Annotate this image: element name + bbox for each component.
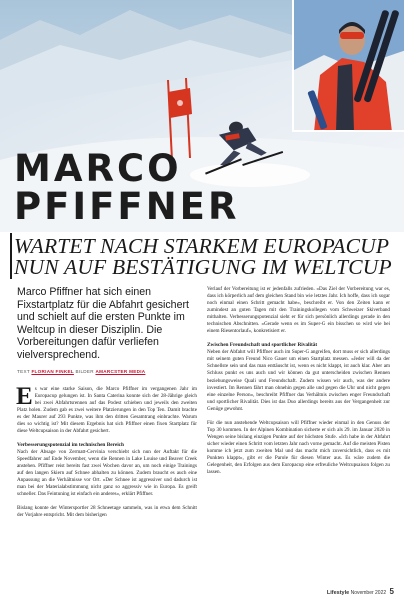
credits-text-label: TEXT <box>17 368 30 374</box>
lead-paragraph: Marco Pfiffner hat sich einen Fixstartplatz für die Abfahrt gesichert und schielt auf die ersten Punkte im Weltcup in dieser Disziplin. Die Vorbereitungen dafür verliefen vielversprechend. <box>17 286 189 361</box>
body-paragraph: Bislang konnte der Wintersportler 28 Schneetage sammeln, was in etwa dem Schnitt der Vorjahre entspricht. Mit dem bisherigen <box>17 505 197 519</box>
body-paragraph: Neben der Abfahrt will Pfiffner auch im Super-G angreifen, dort muss er sich allerdings mit seinem guten Freund Nico Gauer um einen Startplatz messen. «Jeder will da der Schnellste sein und das man enttäuscht ist, wenn es nicht klappt, ist auch klar. Aber am Schluss punkt es uns auch und wir können da gut unterscheiden zwischen Rennen beziehungsweise Quali und Freundschaft. Zudem wissen wir auch, was der andere investiert. Im Rennen fährt man ohnehin gegen alle und gegen die Uhr und nicht gegen eine einzelne Person», beschreibt Pfiffner das Verhältnis zwischen enger Freundschaft und sportlicher Rivalität. Dies ist das Duo allerdings bereits aus der Vergangenheit zur Genüge gewohnt. <box>207 349 390 412</box>
body-paragraph <box>16 382 197 435</box>
body-paragraph: Nach der Absage von Zermatt-Cervinia verschiebt sich nun der Auftakt für die Speedfahrer auf Ende November, wenn die Rennen in Lake Louise und Beaver Creek anstehen. Pfiffner reist bereits fast zwei Wochen davor an, um noch einige Trainings auf den langen Skiern auf Schnee abhalten zu können. Zudem braucht es auch eine Anpassung an die Verhältnisse vor Ort. «Der Schnee ist aggressiver und dadurch ist man bei der Materialabstimmung nicht ganz so aggressiv wie in Europa. Es greift schneller. Das Feintuning ist einfach ein anderes», erklärt Pfiffner. <box>17 448 197 498</box>
drop-cap: E <box>16 382 33 410</box>
credits-images-source: AMARCSTER MEDIA <box>95 368 146 374</box>
body-paragraph-text: s war eine starke Saison, die Marco Pfiffner im vergangenen Jahr im Europacup gelungen ist. In Santa Caterina konnte sich der 28-Jährige gleich bei zwei Abfahrtsrennen auf das Podest schieben und jeweils den zweiten Platz holen. Zudem gab es zwei weitere Platzierungen in den Top Ten. Damit brachte es der Maurer auf 293 Punkte, was ihm den dritten Gesamtrang einbrachte. Warum dies so wichtig ist? Mit diesem Ergebnis hat sich Pfiffner einen fixen Startplatz für diese Weltcupsaison in der Abfahrt gesichert. <box>17 385 197 434</box>
magazine-name: Lifestyle <box>326 590 350 596</box>
body-paragraph: Verlauf der Vorbereitung ist er jedenfalls zufrieden. «Das Ziel der Vorbereitung war es, dass ich körperlich auf dem gleichen Stand bin wie letztes Jahr. Ich hoffe, dass ich sogar noch einmal einen Schritt gemacht habe», beschreibt er. Von den Zeiten kann er zumindest an guten Tagen mit den Trainingskollegen vom Schweizer Skiverband mithalten. Verbesserungspotenzial sieht er für sich persönlich allerdings gerade in den technischen Abschnitten. «Gerade wenn es im Super-G ein bisschen so wird wie bei einem Riesentorlauf», konkretisiert er. <box>207 286 390 335</box>
headline-rule <box>10 233 12 279</box>
subheading: Zwischen Freundschaft und sportlicher Rivalität <box>207 342 318 349</box>
headline-line-1: WARTET NACH STARKEM EUROPACUP <box>14 234 390 258</box>
subheading: Verbesserungspotenzial im technischen Bereich <box>17 441 124 448</box>
first-name: MARCO <box>14 147 182 190</box>
athlete-name <box>14 147 394 228</box>
issue-date: November 2022 <box>350 590 387 596</box>
left-column <box>17 286 197 526</box>
credits <box>17 369 197 374</box>
right-column <box>207 286 390 483</box>
credits-text-author: FLORIAN FINKEL <box>31 368 74 374</box>
last-name: PFIFFNER <box>14 185 240 228</box>
page-footer <box>327 587 394 596</box>
left-body <box>16 382 197 520</box>
portrait-photo <box>292 0 404 132</box>
body-paragraph: Für die nun anstehende Weltcupsaison will Pfiffner wieder einmal in den Genuss der Top 30 kommen. In der Alpinen Kombination sicherte er sich als 29. im Januar 2020 in Wengen seine bislang einzigen Punkte auf der höchsten Stufe. «Ich habe in der Abfahrt sicher wieder einen Schritt vom letzten Jahr nach vorne gemacht. Auf die meisten Pisten komme ich jetzt zum zweiten Mal und das macht mich zuversichtlich, dass es mit Punkten klappt», gibt er die Parole für diesen Winter aus. Es wäre zudem die Gelegenheit, den Erfolgen aus dem Europacup eine erfreuliche Weltcupsaison folgen zu lassen. <box>207 419 390 476</box>
hero-photo <box>0 0 404 232</box>
credits-images-label: BILDER <box>75 368 94 374</box>
headline <box>14 236 396 278</box>
page-number: 5 <box>389 587 394 596</box>
athlete-portrait <box>294 0 404 132</box>
headline-line-2: NUN AUF BESTÄTIGUNG IM WELTCUP <box>14 255 392 279</box>
